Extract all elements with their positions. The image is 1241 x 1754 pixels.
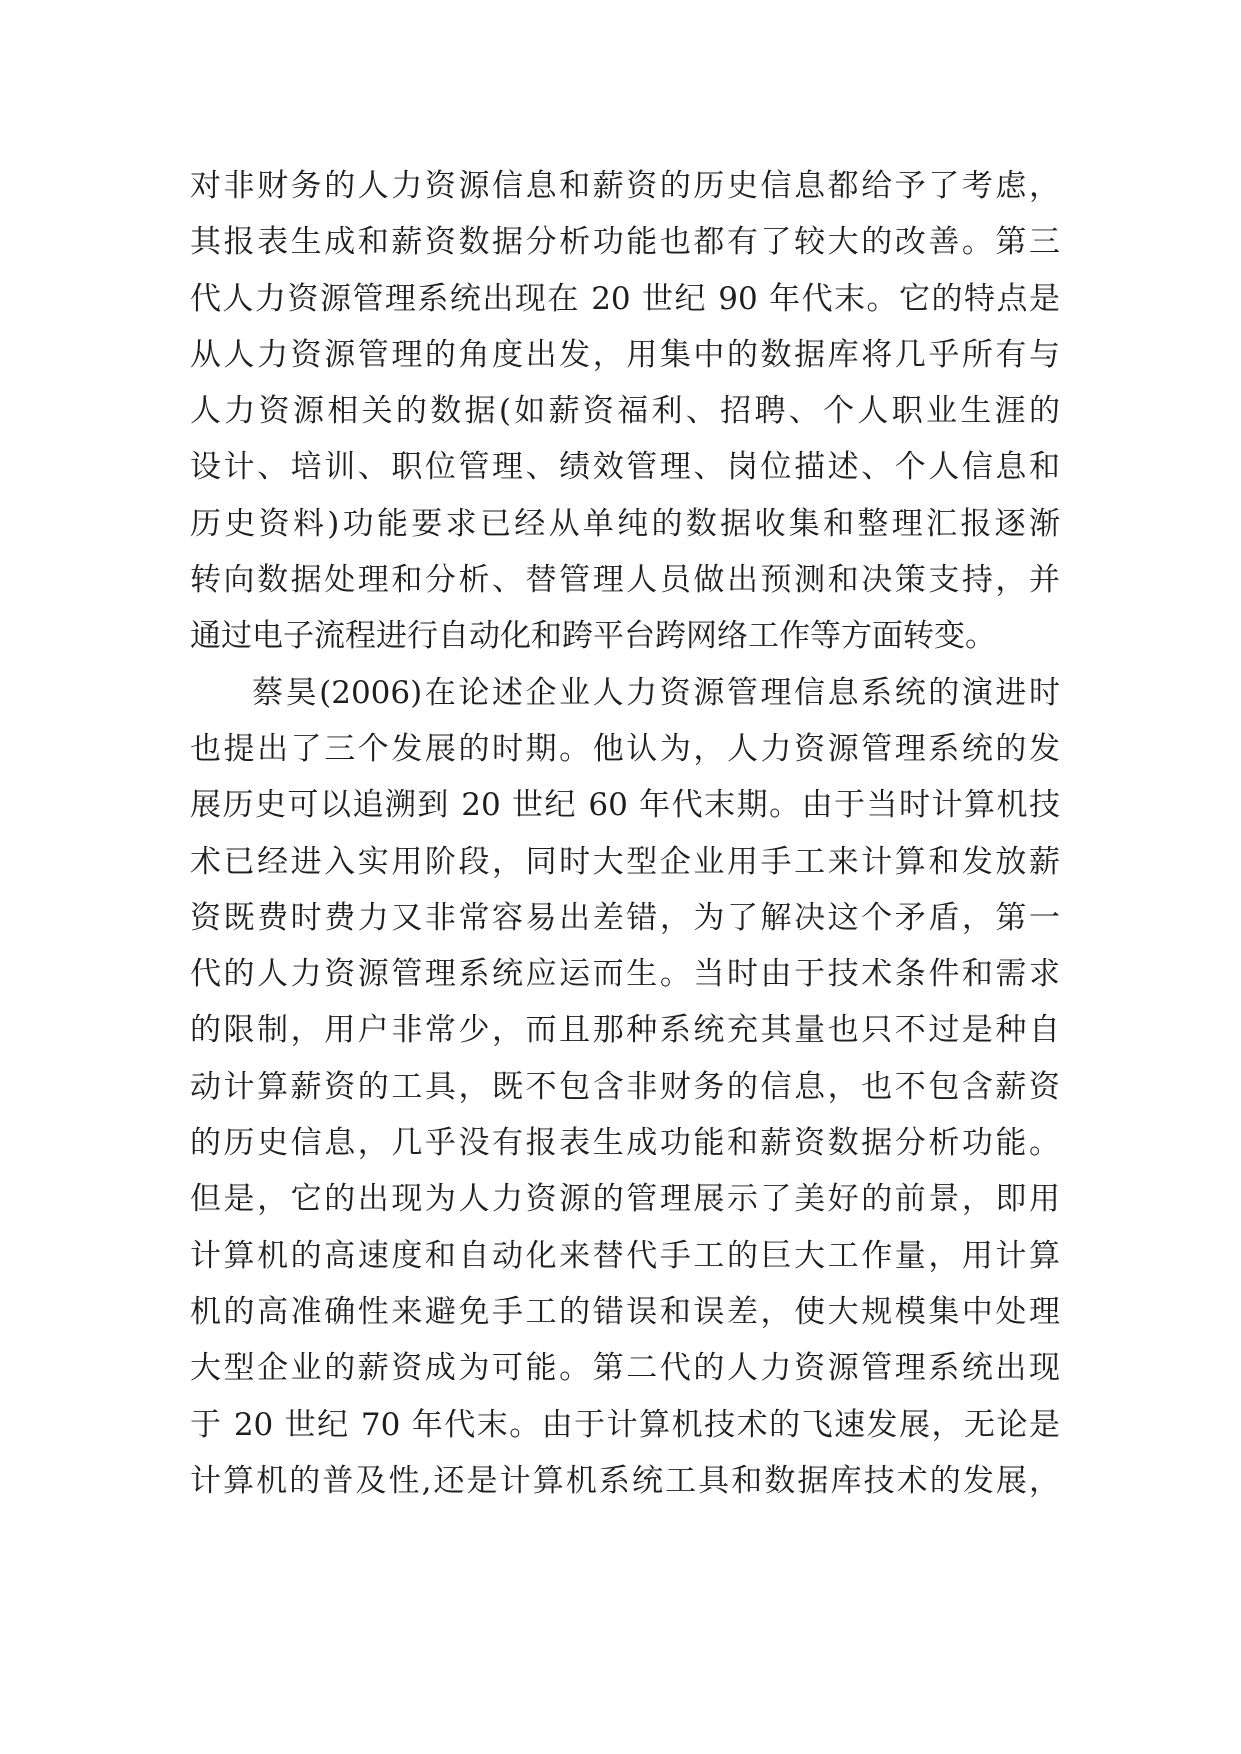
text-line: 也提出了三个发展的时期。他认为，人力资源管理系统的发	[190, 730, 1060, 767]
text-line: 于 20 世纪 70 年代末。由于计算机技术的飞速发展，无论是	[190, 1406, 1060, 1443]
text-line: 的限制，用户非常少，而且那种系统充其量也只不过是种自	[190, 1012, 1060, 1049]
text-line: 展历史可以追溯到 20 世纪 60 年代末期。由于当时计算机技	[190, 787, 1060, 824]
text-line: 其报表生成和薪资数据分析功能也都有了较大的改善。第三	[190, 224, 1060, 261]
paragraph-start-line: 蔡昊(2006)在论述企业人力资源管理信息系统的演进时	[252, 674, 1060, 711]
text-line: 机的高准确性来避免手工的错误和误差，使大规模集中处理	[190, 1293, 1060, 1330]
text-line: 转向数据处理和分析、替管理人员做出预测和决策支持，并	[190, 562, 1060, 599]
text-line: 代的人力资源管理系统应运而生。当时由于技术条件和需求	[190, 956, 1060, 993]
text-line: 术已经进入实用阶段，同时大型企业用手工来计算和发放薪	[190, 843, 1060, 880]
text-line: 的历史信息，几乎没有报表生成功能和薪资数据分析功能。	[190, 1125, 1060, 1162]
text-line: 大型企业的薪资成为可能。第二代的人力资源管理系统出现	[190, 1350, 1060, 1387]
text-line: 计算机的普及性,还是计算机系统工具和数据库技术的发展，	[190, 1462, 1060, 1499]
paragraph-end-line: 通过电子流程进行自动化和跨平台跨网络工作等方面转变。	[190, 618, 996, 655]
text-line: 历史资料)功能要求已经从单纯的数据收集和整理汇报逐渐	[190, 505, 1060, 542]
text-line: 资既费时费力又非常容易出差错，为了解决这个矛盾，第一	[190, 899, 1060, 936]
body-text	[190, 158, 1060, 1509]
text-line: 代人力资源管理系统出现在 20 世纪 90 年代末。它的特点是	[190, 280, 1060, 317]
text-line: 对非财务的人力资源信息和薪资的历史信息都给予了考虑，	[190, 168, 1060, 204]
text-line: 设计、培训、职位管理、绩效管理、岗位描述、个人信息和	[190, 449, 1060, 486]
text-line: 计算机的高速度和自动化来替代手工的巨大工作量，用计算	[190, 1237, 1060, 1274]
text-line: 但是，它的出现为人力资源的管理展示了美好的前景，即用	[190, 1181, 1060, 1218]
text-line: 从人力资源管理的角度出发，用集中的数据库将几乎所有与	[190, 336, 1060, 373]
text-line: 动计算薪资的工具，既不包含非财务的信息，也不包含薪资	[190, 1068, 1060, 1105]
text-line: 人力资源相关的数据(如薪资福利、招聘、个人职业生涯的	[190, 393, 1060, 430]
